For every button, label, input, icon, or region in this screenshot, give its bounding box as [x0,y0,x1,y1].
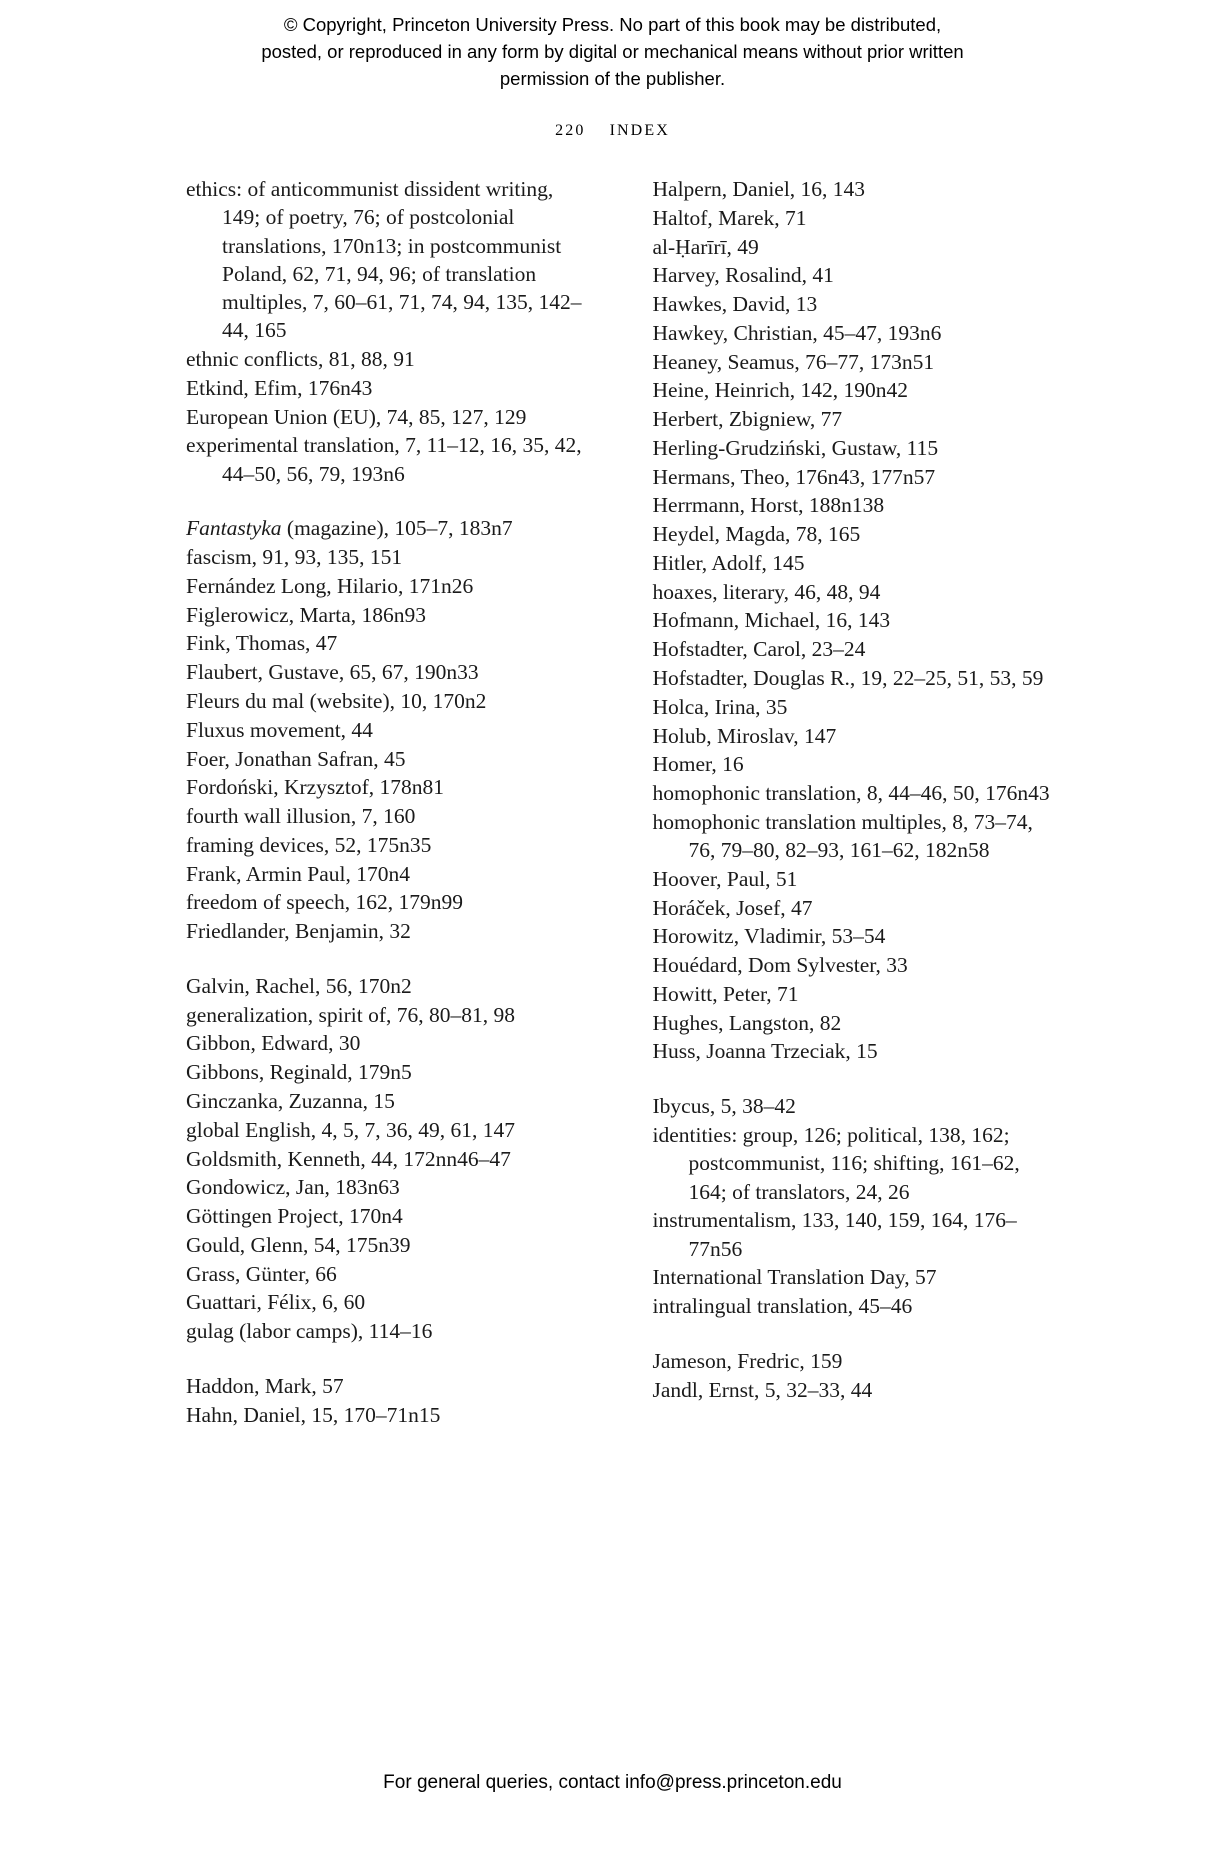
index-column-right [653,175,1057,1429]
index-entry: Gondowicz, Jan, 183n63 [186,1175,400,1200]
index-entry: Jameson, Fredric, 159 [652,1348,843,1373]
index-entry: Harvey, Rosalind, 41 [652,263,834,288]
index-entry: identities: group, 126; political, 138, 162; postcommunist, 116; shifting, 161–62, 164; of translators, 24, 26 [652,1123,1020,1204]
index-entry: Hawkey, Christian, 45–47, 193n6 [652,320,942,345]
index-entry: Hermans, Theo, 176n43, 177n57 [652,464,936,489]
index-entry: ethnic conflicts, 81, 88, 91 [186,347,415,372]
index-entry: Huss, Joanna Trzeciak, 15 [652,1039,878,1064]
index-entry: Grass, Günter, 66 [186,1261,337,1286]
index-entry: fourth wall illusion, 7, 160 [186,804,416,829]
index-entry: gulag (labor camps), 114–16 [186,1319,433,1344]
running-head-title: INDEX [609,122,670,139]
index-group-gap [186,946,590,972]
index-entry: fascism, 91, 93, 135, 151 [186,545,403,570]
running-head [0,122,1225,140]
index-group-gap [653,1321,1057,1347]
index-entry: Holca, Irina, 35 [652,694,788,719]
index-group-gap [186,488,590,514]
index-entry: International Translation Day, 57 [652,1265,937,1290]
index-entry: Fink, Thomas, 47 [186,631,338,656]
index-entry [186,514,590,542]
index-entry: Friedlander, Benjamin, 32 [186,919,411,944]
index-entry: generalization, spirit of, 76, 80–81, 98 [186,1002,515,1027]
index-entry: Goldsmith, Kenneth, 44, 172nn46–47 [186,1146,511,1171]
index-columns [186,175,1056,1429]
index-entry: Houédard, Dom Sylvester, 33 [652,953,908,978]
index-entry: Hofstadter, Douglas R., 19, 22–25, 51, 53, 59 [652,666,1044,691]
index-entry: experimental translation, 7, 11–12, 16, 35, 42, 44–50, 56, 79, 193n6 [186,433,582,486]
index-column-left [186,175,590,1429]
index-entry: Howitt, Peter, 71 [652,981,799,1006]
index-entry: Etkind, Efim, 176n43 [186,375,373,400]
index-entry: Guattari, Félix, 6, 60 [186,1290,366,1315]
index-entry: Haddon, Mark, 57 [186,1373,344,1398]
page-folio: 220 [555,122,586,139]
index-entry: instrumentalism, 133, 140, 159, 164, 176–77n56 [652,1208,1017,1261]
index-entry: homophonic translation, 8, 44–46, 50, 176n43 [652,781,1050,806]
index-entry: Gould, Glenn, 54, 175n39 [186,1232,411,1257]
index-entry: Horowitz, Vladimir, 53–54 [652,924,886,949]
index-entry-title-italic: Fantastyka [186,516,282,541]
index-group-gap [186,1346,590,1372]
index-entry: Hofmann, Michael, 16, 143 [652,608,891,633]
index-entry: intralingual translation, 45–46 [652,1294,913,1319]
index-entry: Frank, Armin Paul, 170n4 [186,861,410,886]
index-entry: Heaney, Seamus, 76–77, 173n51 [652,349,935,374]
index-entry: framing devices, 52, 175n35 [186,832,432,857]
index-entry: Göttingen Project, 170n4 [186,1204,403,1229]
index-entry: Flaubert, Gustave, 65, 67, 190n33 [186,660,479,685]
index-entry: Fluxus movement, 44 [186,717,373,742]
index-entry: Horáček, Josef, 47 [652,895,813,920]
index-entry: Jandl, Ernst, 5, 32–33, 44 [652,1377,873,1402]
index-entry: Ibycus, 5, 38–42 [652,1094,796,1119]
index-group-gap [653,1066,1057,1092]
index-entry: Haltof, Marek, 71 [652,205,807,230]
index-entry: global English, 4, 5, 7, 36, 49, 61, 147 [186,1117,516,1142]
copyright-notice: © Copyright, Princeton University Press. No part of this book may be distributed, posted, or reproduced in any form by digital or mechanical means without prior written permission of the publisher. [261,14,964,89]
index-entry: Hitler, Adolf, 145 [652,550,805,575]
index-entry: Figlerowicz, Marta, 186n93 [186,602,427,627]
index-entry: Heydel, Magda, 78, 165 [652,522,861,547]
index-entry: Hughes, Langston, 82 [652,1010,842,1035]
index-entry: freedom of speech, 162, 179n99 [186,890,464,915]
index-entry: Hahn, Daniel, 15, 170–71n15 [186,1402,441,1427]
index-entry: Fernández Long, Hilario, 171n26 [186,573,474,598]
index-entry: Fordoński, Krzysztof, 178n81 [186,775,444,800]
index-entry: Herrmann, Horst, 188n138 [652,493,885,518]
index-entry: Foer, Jonathan Safran, 45 [186,746,406,771]
index-entry: al-Ḥarīrī, 49 [652,234,759,259]
index-entry-text: (magazine), 105–7, 183n7 [281,516,513,541]
index-entry: hoaxes, literary, 46, 48, 94 [652,579,881,604]
index-entry: Herling-Grudziński, Gustaw, 115 [652,435,939,460]
index-entry: Gibbons, Reginald, 179n5 [186,1060,412,1085]
index-entry: Ginczanka, Zuzanna, 15 [186,1088,395,1113]
index-entry: Hoover, Paul, 51 [652,866,798,891]
index-entry: Homer, 16 [652,752,744,777]
footer-queries: For general queries, contact info@press.princeton.edu [383,1772,842,1793]
index-entry: homophonic translation multiples, 8, 73–74, 76, 79–80, 82–93, 161–62, 182n58 [652,809,1033,863]
index-entry: Holub, Miroslav, 147 [652,723,837,748]
index-entry: Fleurs du mal (website), 10, 170n2 [186,689,487,714]
index-entry: Herbert, Zbigniew, 77 [652,407,843,432]
index-entry: ethics: of anticommunist dissident writing, 149; of poetry, 76; of postcolonial translations, 170n13; in postcommunist Poland, 62, 71, 94, 96; of translation multiples, 7, 60–61, 71, 74, 94, 135, 142–44, 165 [186,177,582,343]
index-entry: Heine, Heinrich, 142, 190n42 [652,378,909,403]
index-entry: Hawkes, David, 13 [652,292,818,317]
index-entry: Galvin, Rachel, 56, 170n2 [186,973,412,998]
index-entry: Halpern, Daniel, 16, 143 [652,177,866,201]
index-entry: European Union (EU), 74, 85, 127, 129 [186,404,527,429]
index-entry: Hofstadter, Carol, 23–24 [652,637,866,662]
index-entry: Gibbon, Edward, 30 [186,1031,361,1056]
